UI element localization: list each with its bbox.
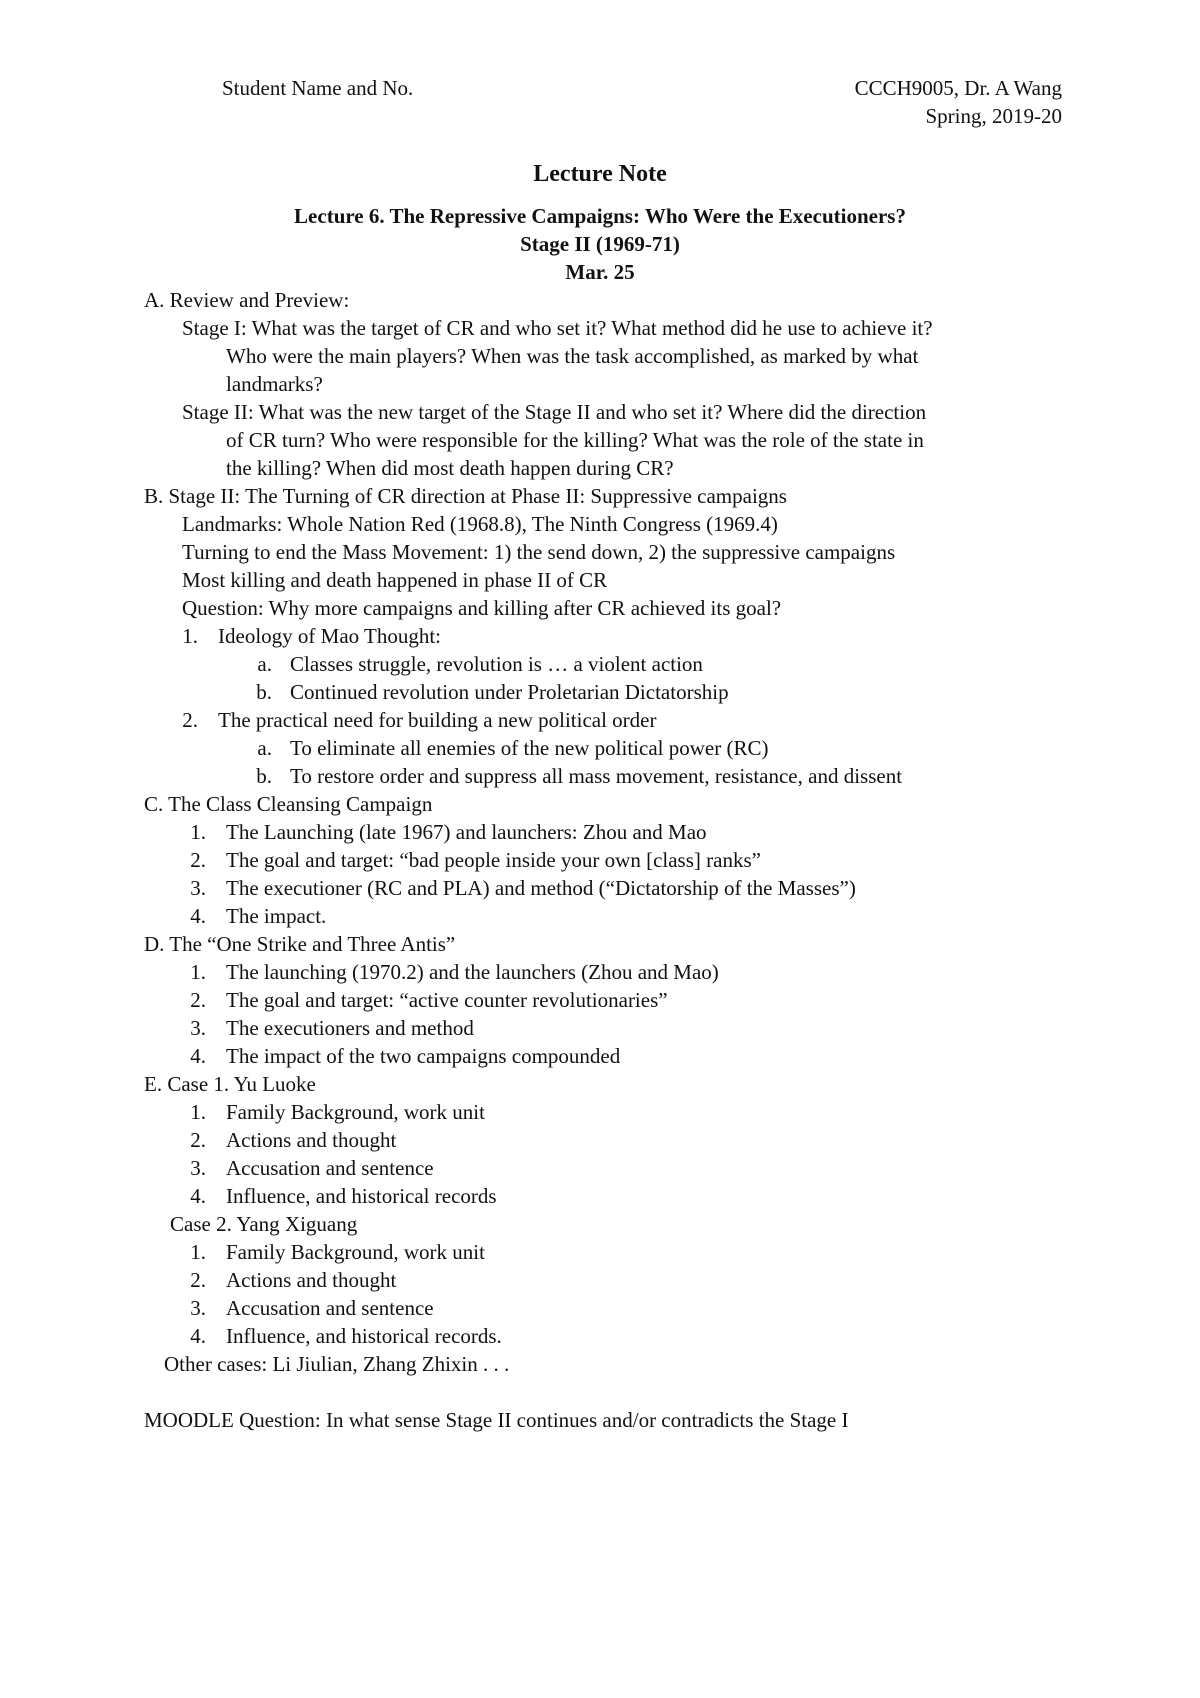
list-number: 3. — [190, 1016, 206, 1040]
list-number: 1. — [190, 1100, 206, 1124]
list-item: Accusation and sentence — [226, 1296, 434, 1320]
list-number: 4. — [190, 1324, 206, 1348]
list-letter: a. — [257, 736, 272, 760]
list-number: 1. — [190, 1240, 206, 1264]
moodle-question: MOODLE Question: In what sense Stage II continues and/or contradicts the Stage I — [144, 1408, 849, 1432]
student-name-label: Student Name and No. — [222, 76, 414, 100]
list-item: Family Background, work unit — [226, 1240, 485, 1264]
stage-title: Stage II (1969-71) — [520, 232, 680, 256]
list-letter: b. — [256, 764, 272, 788]
stage1-line: Stage I: What was the target of CR and who set it? What method did he use to achieve it? — [182, 316, 933, 340]
section-b-line: Question: Why more campaigns and killing after CR achieved its goal? — [182, 596, 782, 620]
term-info: Spring, 2019-20 — [925, 104, 1062, 128]
list-item: Influence, and historical records. — [226, 1324, 502, 1348]
list-item: The impact of the two campaigns compounded — [226, 1044, 621, 1068]
list-item: The Launching (late 1967) and launchers: Zhou and Mao — [226, 820, 707, 844]
list-number: 4. — [190, 1184, 206, 1208]
list-item: The impact. — [226, 904, 327, 928]
list-number: 4. — [190, 904, 206, 928]
list-item: Family Background, work unit — [226, 1100, 485, 1124]
list-item: The goal and target: “active counter revolutionaries” — [226, 988, 668, 1012]
list-item: The executioners and method — [226, 1016, 474, 1040]
list-item: Influence, and historical records — [226, 1184, 497, 1208]
list-item: The practical need for building a new political order — [218, 708, 657, 732]
list-number: 1. — [190, 820, 206, 844]
section-b-heading: B. Stage II: The Turning of CR direction at Phase II: Suppressive campaigns — [144, 484, 787, 508]
list-number: 4. — [190, 1044, 206, 1068]
list-subitem: To restore order and suppress all mass movement, resistance, and dissent — [290, 764, 903, 788]
list-item: Actions and thought — [226, 1268, 397, 1292]
list-number: 1. — [190, 960, 206, 984]
section-c-heading: C. The Class Cleansing Campaign — [144, 792, 433, 816]
page-title: Lecture Note — [533, 161, 667, 187]
list-number: 2. — [182, 708, 198, 732]
course-info: CCCH9005, Dr. A Wang — [854, 76, 1062, 100]
section-b-line: Turning to end the Mass Movement: 1) the send down, 2) the suppressive campaigns — [182, 540, 896, 564]
list-number: 2. — [190, 848, 206, 872]
list-item: The executioner (RC and PLA) and method (“Dictatorship of the Masses”) — [226, 876, 856, 900]
list-number: 3. — [190, 1296, 206, 1320]
list-subitem: To eliminate all enemies of the new political power (RC) — [290, 736, 769, 760]
case2-heading: Case 2. Yang Xiguang — [170, 1212, 358, 1236]
list-number: 2. — [190, 1128, 206, 1152]
list-number: 3. — [190, 1156, 206, 1180]
stage2-line: Stage II: What was the new target of the Stage II and who set it? Where did the direction — [182, 400, 927, 424]
list-item: The launching (1970.2) and the launchers (Zhou and Mao) — [226, 960, 719, 984]
list-number: 3. — [190, 876, 206, 900]
section-d-heading: D. The “One Strike and Three Antis” — [144, 932, 456, 956]
list-letter: a. — [257, 652, 272, 676]
section-b-line: Most killing and death happened in phase II of CR — [182, 568, 608, 592]
list-subitem: Continued revolution under Proletarian Dictatorship — [290, 680, 729, 704]
list-number: 2. — [190, 988, 206, 1012]
list-number: 1. — [182, 624, 198, 648]
stage1-line: landmarks? — [226, 372, 323, 396]
stage2-line: the killing? When did most death happen during CR? — [226, 456, 674, 480]
list-letter: b. — [256, 680, 272, 704]
list-item: Accusation and sentence — [226, 1156, 434, 1180]
lecture-date: Mar. 25 — [565, 260, 635, 284]
list-number: 2. — [190, 1268, 206, 1292]
other-cases: Other cases: Li Jiulian, Zhang Zhixin . . . — [164, 1352, 510, 1376]
stage1-line: Who were the main players? When was the task accomplished, as marked by what — [226, 344, 919, 368]
section-e-heading: E. Case 1. Yu Luoke — [144, 1072, 316, 1096]
lecture-title: Lecture 6. The Repressive Campaigns: Who Were the Executioners? — [294, 204, 906, 228]
list-subitem: Classes struggle, revolution is … a violent action — [290, 652, 703, 676]
list-item: Actions and thought — [226, 1128, 397, 1152]
section-a-heading: A. Review and Preview: — [144, 288, 350, 312]
stage2-line: of CR turn? Who were responsible for the killing? What was the role of the state in — [226, 428, 924, 452]
list-item: Ideology of Mao Thought: — [218, 624, 442, 648]
list-item: The goal and target: “bad people inside your own [class] ranks” — [226, 848, 761, 872]
section-b-line: Landmarks: Whole Nation Red (1968.8), The Ninth Congress (1969.4) — [182, 512, 778, 536]
